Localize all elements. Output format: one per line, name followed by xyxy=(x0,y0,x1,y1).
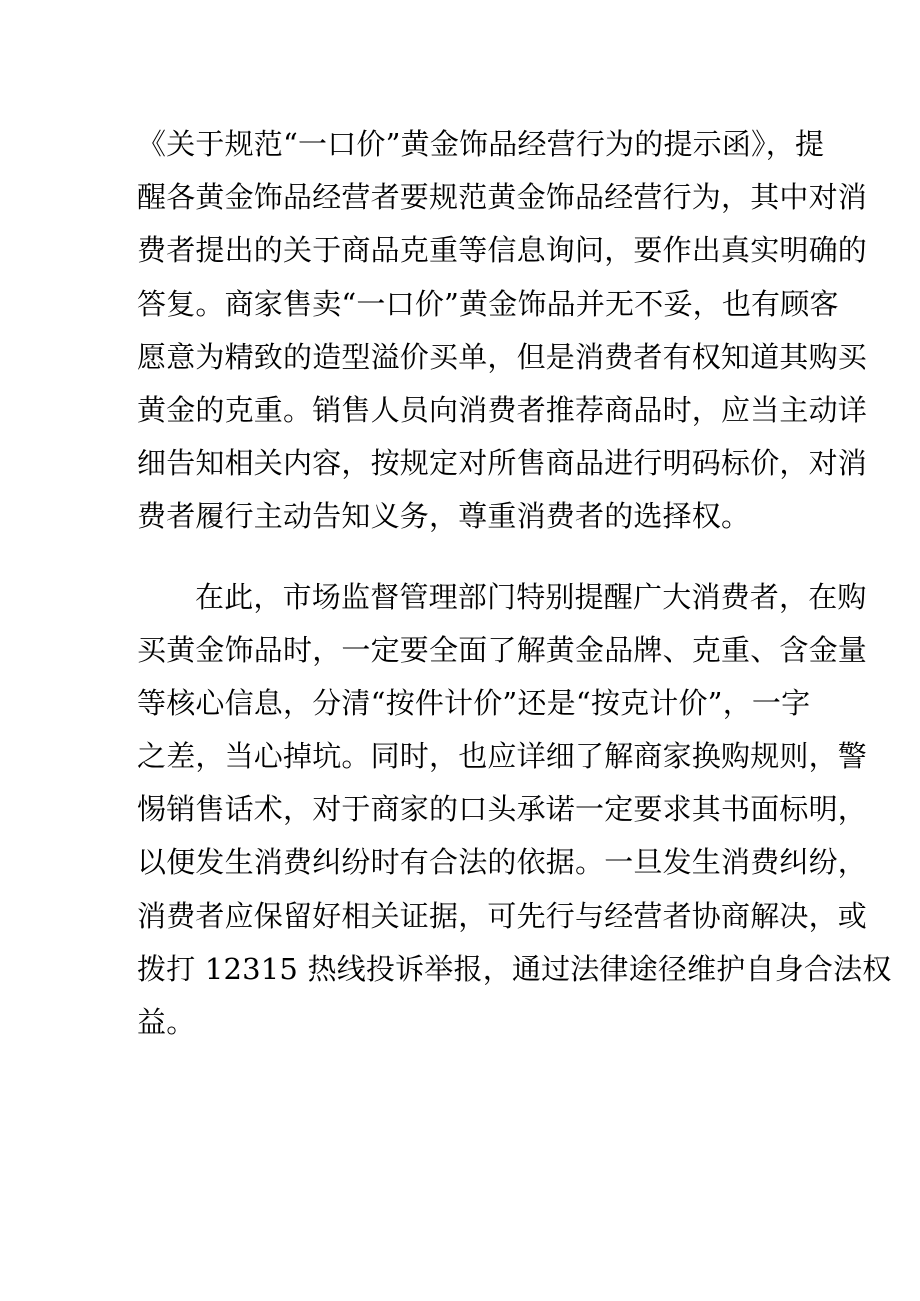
text-line: 在此，市场监督管理部门特别提醒广大消费者，在购 xyxy=(195,579,867,614)
text-line: 答复。商家售卖“一口价”黄金饰品并无不妥，也有顾客 xyxy=(137,286,839,321)
text-line: 买黄金饰品时，一定要全面了解黄金品牌、克重、含金量 xyxy=(137,632,868,667)
text-line: 黄金的克重。销售人员向消费者推荐商品时，应当主动详 xyxy=(137,392,868,427)
text-line: 《关于规范“一口价”黄金饰品经营行为的提示函》，提 xyxy=(137,127,825,161)
text-line: 消费者应保留好相关证据，可先行与经营者协商解决，或 xyxy=(137,898,868,933)
text-line: 以便发生消费纠纷时有合法的依据。一旦发生消费纠纷， xyxy=(137,845,868,880)
paragraph-2 xyxy=(137,571,892,1050)
paragraph-1 xyxy=(137,118,868,544)
text-line: 益。 xyxy=(137,1005,196,1039)
text-line: 费者履行主动告知义务，尊重消费者的选择权。 xyxy=(137,499,751,534)
text-line: 之差，当心掉坑。同时，也应详细了解商家换购规则，警 xyxy=(137,739,868,774)
text-line: 细告知相关内容，按规定对所售商品进行明码标价，对消 xyxy=(137,446,868,481)
text-line: 醒各黄金饰品经营者要规范黄金饰品经营行为，其中对消 xyxy=(137,180,868,215)
text-line: 等核心信息，分清“按件计价”还是“按克计价”，一字 xyxy=(137,685,811,720)
text-line: 愿意为精致的造型溢价买单，但是消费者有权知道其购买 xyxy=(137,339,868,374)
text-line: 拨打 12315 热线投诉举报，通过法律途径维护自身合法权 xyxy=(137,951,892,986)
text-line: 惕销售话术，对于商家的口头承诺一定要求其书面标明， xyxy=(137,792,868,827)
text-line: 费者提出的关于商品克重等信息询问，要作出真实明确的 xyxy=(137,233,868,268)
document-body xyxy=(137,118,892,1076)
